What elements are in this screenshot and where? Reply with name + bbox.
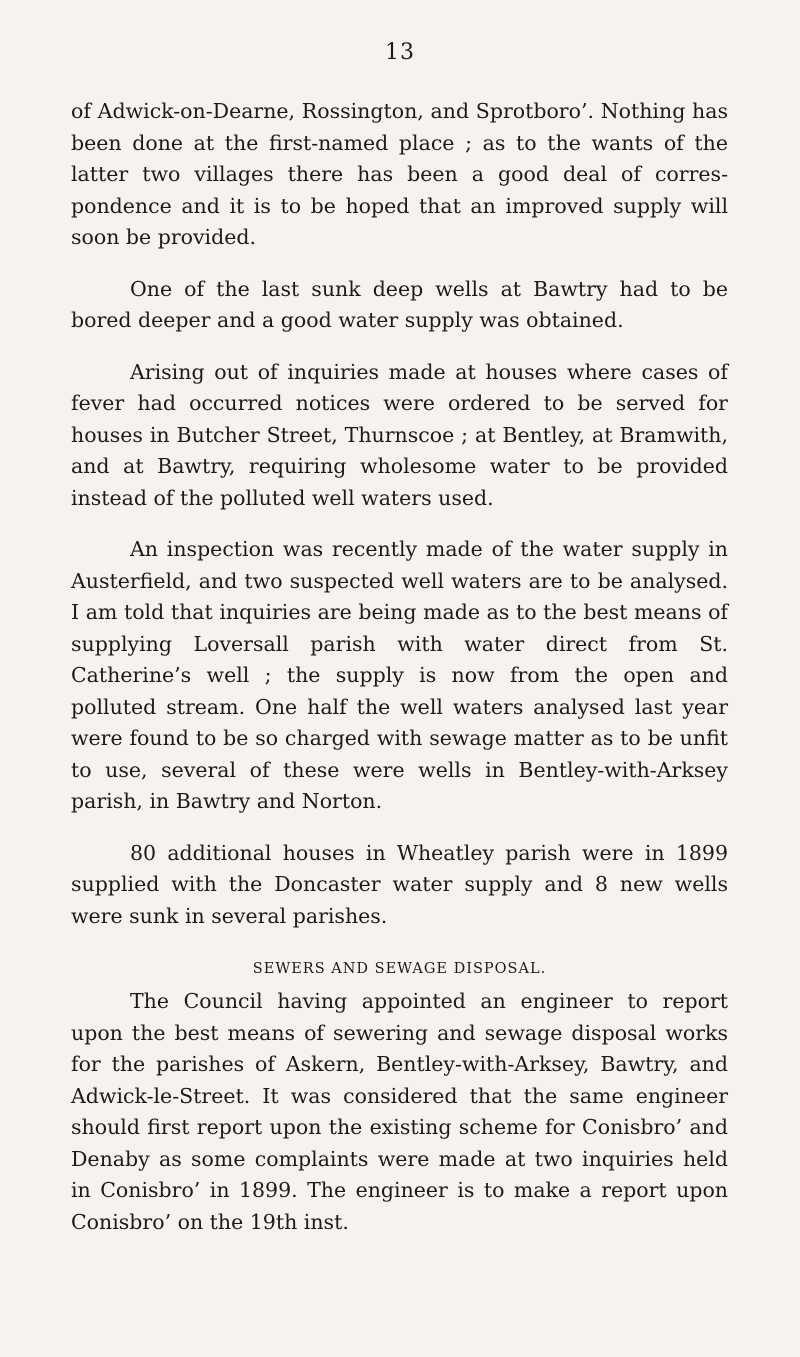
page-number: 13 <box>385 40 415 65</box>
page-body <box>71 96 728 1238</box>
paragraph-fever-notices: Arising out of inquiries made at houses where cases of fever had occurred notices were ordered to be served for houses in Butcher Street, Thurnscoe ; at Bentley, at Bramwith, and at Bawtry, requiring wholesome water to be provided instead of the polluted well waters used. <box>71 359 728 510</box>
paragraph-sewers: The Council having appointed an engineer to report upon the best means of sewering and sewage disposal works for the parishes of Askern, Bentley-with-Arksey, Bawtry, and Adwick-le-Street. It was considered that the same engineer should first report upon the existing scheme for Conisbro’ and Denaby as some complaints were made at two inquiries held in Conisbro’ in 1899. The engineer is to make a report upon Conisbro’ on the 19th inst. <box>71 989 728 1234</box>
paragraph-wheatley-houses: 80 additional houses in Wheatley parish were in 1899 supplied with the Doncaster water supply and 8 new wells were sunk in several parishes. <box>71 840 728 928</box>
paragraph-bawtry-well: One of the last sunk deep wells at Bawtry had to be bored deeper and a good water supply was obtained. <box>71 276 728 332</box>
section-heading: SEWERS AND SEWAGE DISPOSAL. <box>252 961 547 977</box>
paragraph-continuation: of Adwick-on-Dearne, Rossington, and Sprotboro’. Nothing has been done at the first-named place ; as to the wants of the latter two villages there has been a good deal of correspondence and it is to be hoped that an improved supply will soon be provided. <box>71 99 728 249</box>
paragraph-austerfield-inspection: An inspection was recently made of the water supply in Austerfield, and two suspected well waters are to be analysed. I am told that inquiries are being made as to the best means of supplying Loversall parish with water direct from St. Catherine’s well ; the supply is now from the open and polluted stream. One half the well waters analysed last year were found to be so charged with sewage matter as to be unfit to use, several of these were wells in Bentley-with-Arksey parish, in Bawtry and Norton. <box>71 537 728 813</box>
